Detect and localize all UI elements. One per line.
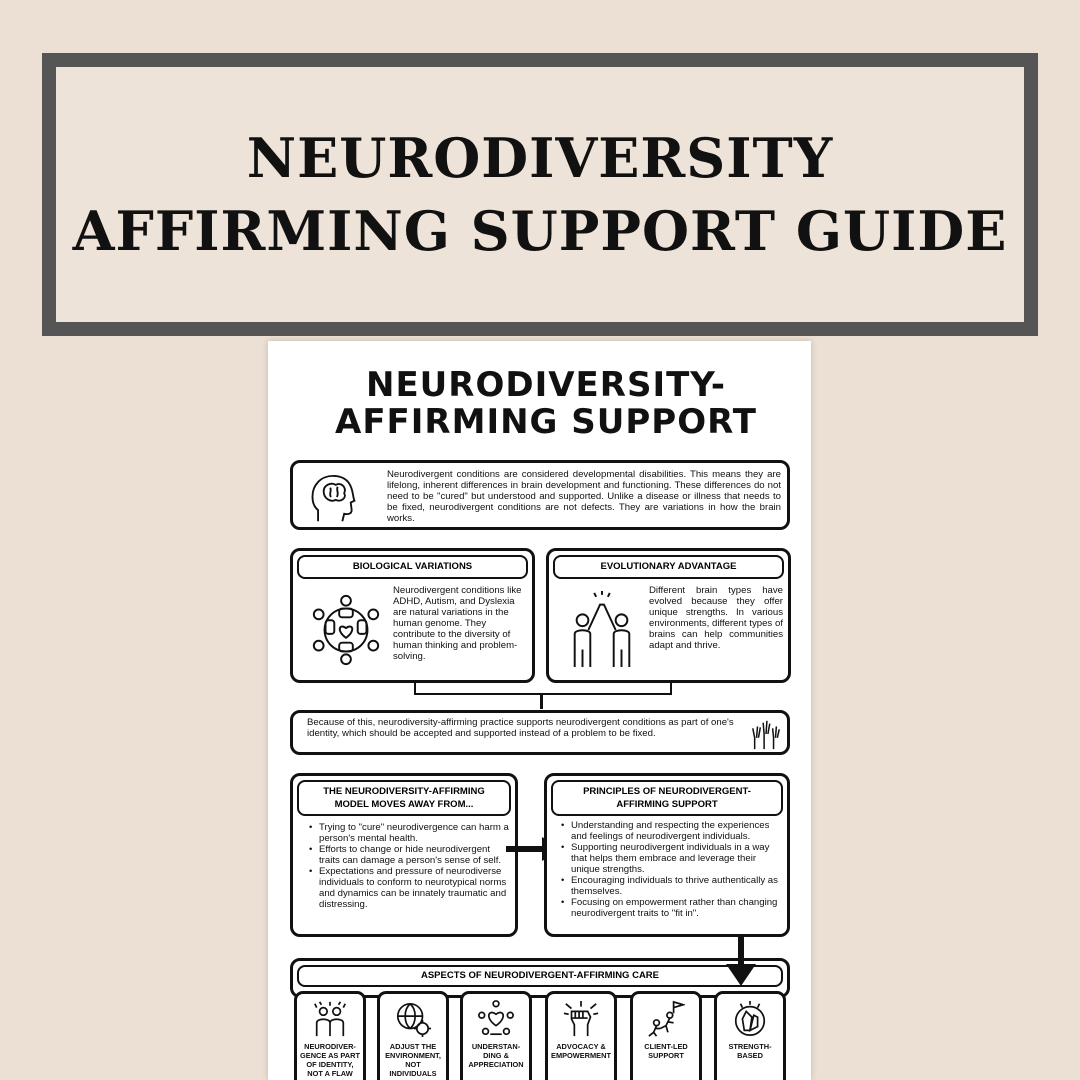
because-text: Because of this, neurodiversity-affirming practice supports neurodivergent conditions as part of one's identity, which should be accepted and supported instead of a problem to be fixed. xyxy=(307,717,734,739)
list-item: • Efforts to change or hide neurodivergent traits can damage a person's sense of self. xyxy=(309,844,509,866)
clapping-hands-icon xyxy=(731,1000,769,1038)
title-banner xyxy=(42,53,1038,336)
intro-box xyxy=(290,460,790,530)
high-five-icon xyxy=(563,589,641,671)
aspect-card-environment xyxy=(377,991,449,1080)
sheet-title-line-1: NEURODIVERSITY- xyxy=(365,365,727,405)
list-item: • Encouraging individuals to thrive authentically as themselves. xyxy=(561,875,785,897)
aspect-card-label: STRENGTH-BASED xyxy=(728,1042,772,1060)
list-item: • Trying to "cure" neurodivergence can harm a person's mental health. xyxy=(309,822,509,844)
sheet-title xyxy=(296,367,796,441)
intro-text: Neurodivergent conditions are considered developmental disabilities. This means they are lifelong, inherent differences in brain development and functioning. These differences do not need to be "cured" but understood and supported. Unlike a disease or illness that needs to be fixed, neurodivergent conditions are not defects. They are variations in how the brain works. xyxy=(387,469,781,524)
evolutionary-advantage-box xyxy=(546,548,791,683)
moves-away-heading-line-1: THE NEURODIVERSITY-AFFIRMING xyxy=(323,786,485,797)
evolutionary-advantage-heading: EVOLUTIONARY ADVANTAGE xyxy=(553,555,784,579)
aspects-box xyxy=(290,958,790,998)
list-item: • Expectations and pressure of neurodiverse individuals to conform to neurotypical norms and dynamics can be innately traumatic and distressing. xyxy=(309,866,509,910)
climbing-flag-icon xyxy=(647,1000,685,1038)
moves-away-from-box xyxy=(290,773,518,937)
aspect-card-understanding xyxy=(460,991,532,1080)
because-box xyxy=(290,710,790,755)
aspect-card-client-led xyxy=(630,991,702,1080)
moves-away-list xyxy=(309,822,509,910)
biological-variations-heading: BIOLOGICAL VARIATIONS xyxy=(297,555,528,579)
principles-heading-line-2: AFFIRMING SUPPORT xyxy=(616,799,718,810)
aspect-card-label: CLIENT-LED SUPPORT xyxy=(644,1042,688,1060)
raised-fist-icon xyxy=(562,1000,600,1038)
list-item: • Understanding and respecting the experiences and feelings of neurodivergent individuals. xyxy=(561,820,785,842)
biological-variations-box xyxy=(290,548,535,683)
biological-variations-text: Neurodivergent conditions like ADHD, Autism, and Dyslexia are natural variations in the human genome. They contribute to the diversity of human thinking and problem-solving. xyxy=(393,585,522,662)
principles-heading-line-1: PRINCIPLES OF NEURODIVERGENT- xyxy=(583,786,751,797)
diverse-circle-people-icon xyxy=(307,589,385,671)
head-brain-icon xyxy=(305,469,361,525)
guide-sheet xyxy=(268,341,811,1080)
evolutionary-advantage-text: Different brain types have evolved because they offer unique strengths. In various environments, different types of brains can help communities adapt and thrive. xyxy=(649,585,783,651)
raised-hands-icon xyxy=(749,717,783,751)
list-item: • Supporting neurodivergent individuals in a way that helps them embrace and leverage their unique strengths. xyxy=(561,842,785,875)
aspect-card-identity xyxy=(294,991,366,1080)
aspect-card-strength-based xyxy=(714,991,786,1080)
banner-title-line-1: NEURODIVERSITY xyxy=(246,125,834,190)
moves-away-heading-line-2: MODEL MOVES AWAY FROM... xyxy=(334,799,474,810)
bracket-connector xyxy=(414,681,672,695)
aspect-card-label: UNDERSTAN-DING & APPRECIATION xyxy=(468,1042,524,1069)
aspects-heading: ASPECTS OF NEURODIVERGENT-AFFIRMING CARE xyxy=(297,965,783,987)
moves-away-from-heading xyxy=(297,780,511,816)
people-celebrate-icon xyxy=(311,1000,349,1038)
bracket-connector-stem xyxy=(540,693,543,709)
aspect-card-label: ADVOCACY & EMPOWERMENT xyxy=(551,1042,611,1060)
principles-box xyxy=(544,773,790,937)
aspect-card-label: NEURODIVER-GENCE AS PART OF IDENTITY, NOT A FLAW xyxy=(300,1042,360,1078)
aspect-card-advocacy xyxy=(545,991,617,1080)
banner-title-line-2: AFFIRMING SUPPORT GUIDE xyxy=(72,198,1008,263)
globe-gear-icon xyxy=(394,1000,432,1038)
sheet-title-line-2: AFFIRMING SUPPORT xyxy=(335,402,757,442)
aspect-card-label: ADJUST THE ENVIRONMENT, NOT INDIVIDUALS xyxy=(385,1042,441,1078)
list-item: • Focusing on empowerment rather than changing neurodivergent traits to "fit in". xyxy=(561,897,785,919)
arrow-down-icon xyxy=(726,936,756,986)
principles-list xyxy=(561,820,785,919)
community-heart-icon xyxy=(477,1000,515,1038)
principles-heading xyxy=(551,780,783,816)
